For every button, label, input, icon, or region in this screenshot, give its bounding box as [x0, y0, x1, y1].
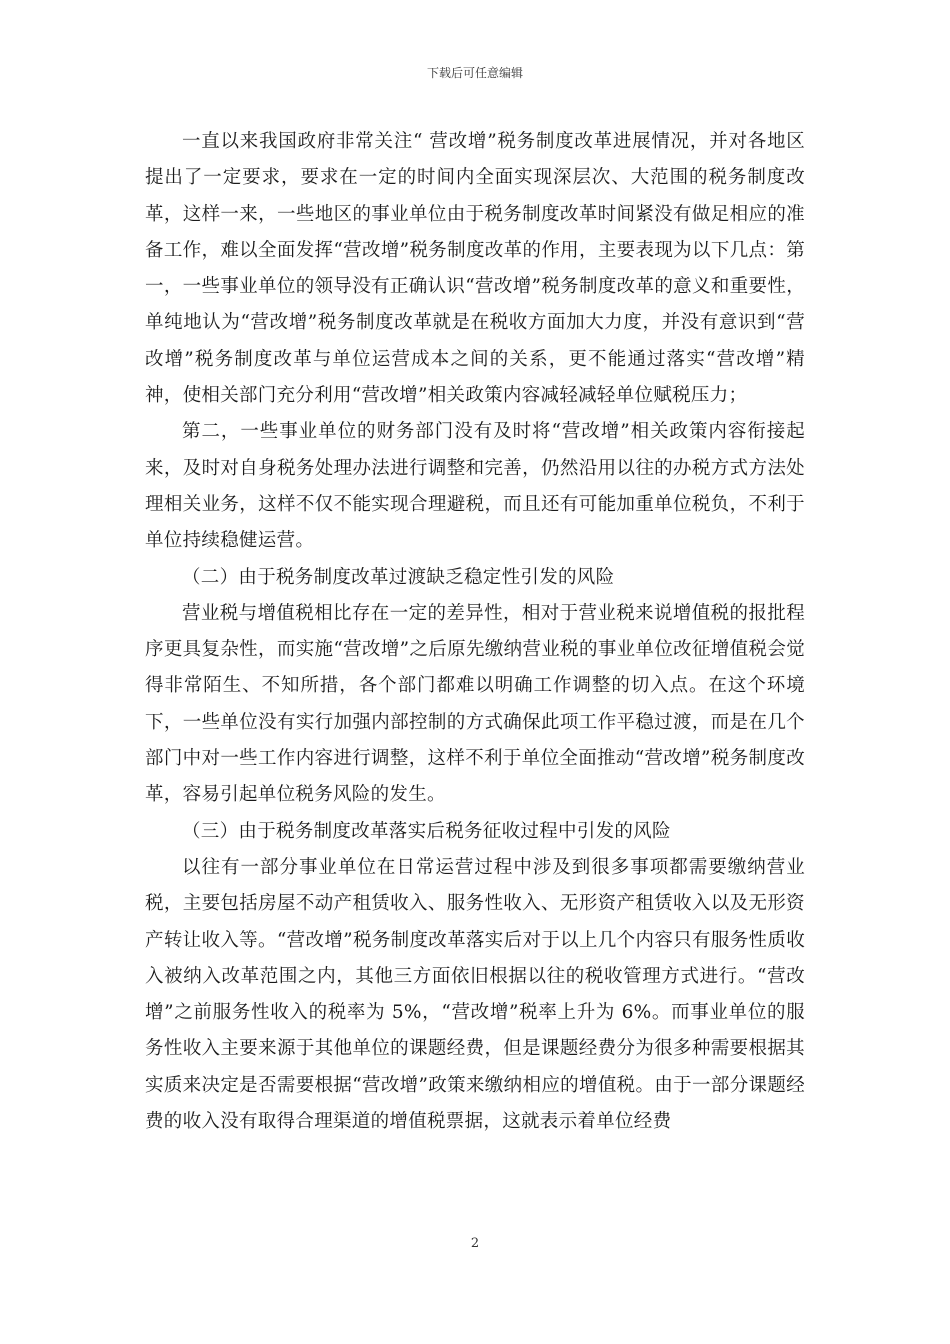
paragraph-3: 营业税与增值税相比存在一定的差异性，相对于营业税来说增值税的报批程序更具复杂性，而实施“营改增”之后原先缴纳营业税的事业单位改征增值税会觉得非常陌生、不知所措，各个部门都难以明确工作调整的切入点。在这个环境下，一些单位没有实行加强内部控制的方式确保此项工作平稳过渡，而是在几个部门中对一些工作内容进行调整，这样不利于单位全面推动“营改增”税务制度改革，容易引起单位税务风险的发生。: [145, 602, 805, 806]
page-number: 2: [470, 1236, 480, 1251]
paragraph-2: 第二，一些事业单位的财务部门没有及时将“营改增”相关政策内容衔接起来，及时对自身税务处理办法进行调整和完善，仍然沿用以往的办税方式方法处理相关业务，这样不仅不能实现合理避税，而且还有可能加重单位税负，不利于单位持续稳健运营。: [145, 421, 805, 552]
paragraph-1: 一直以来我国政府非常关注“ 营改增”税务制度改革进展情况，并对各地区提出了一定要求，要求在一定的时间内全面实现深层次、大范围的税务制度改革，这样一来，一些地区的事业单位由于税务制度改革时间紧没有做足相应的准备工作，难以全面发挥“营改增”税务制度改革的作用，主要表现为以下几点：第一，一些事业单位的领导没有正确认识“营改增”税务制度改革的意义和重要性，单纯地认为“营改增”税务制度改革就是在税收方面加大力度，并没有意识到“营改增”税务制度改革与单位运营成本之间的关系，更不能通过落实“营改增”精神，使相关部门充分利用“营改增”相关政策内容减轻减轻单位赋税压力；: [145, 131, 805, 407]
document-body: [145, 124, 805, 1140]
page-header: 下载后可任意编辑: [426, 66, 523, 80]
paragraph-4: 以往有一部分事业单位在日常运营过程中涉及到很多事项都需要缴纳营业税，主要包括房屋不动产租赁收入、服务性收入、无形资产租赁收入以及无形资产转让收入等。“营改增”税务制度改革落实后对于以上几个内容只有服务性质收入被纳入改革范围之内，其他三方面依旧根据以往的税收管理方式进行。“营改增”之前服务性收入的税率为 5%，“营改增”税率上升为 6%。而事业单位的服务性收入主要来源于其他单位的课题经费，但是课题经费分为很多种需要根据其实质来决定是否需要根据“营改增”政策来缴纳相应的增值税。由于一部分课题经费的收入没有取得合理渠道的增值税票据，这就表示着单位经费: [145, 856, 805, 1133]
section-heading-3: （三）由于税务制度改革落实后税务征收过程中引发的风险: [182, 820, 671, 842]
section-heading-2: （二）由于税务制度改革过渡缺乏稳定性引发的风险: [182, 566, 615, 588]
